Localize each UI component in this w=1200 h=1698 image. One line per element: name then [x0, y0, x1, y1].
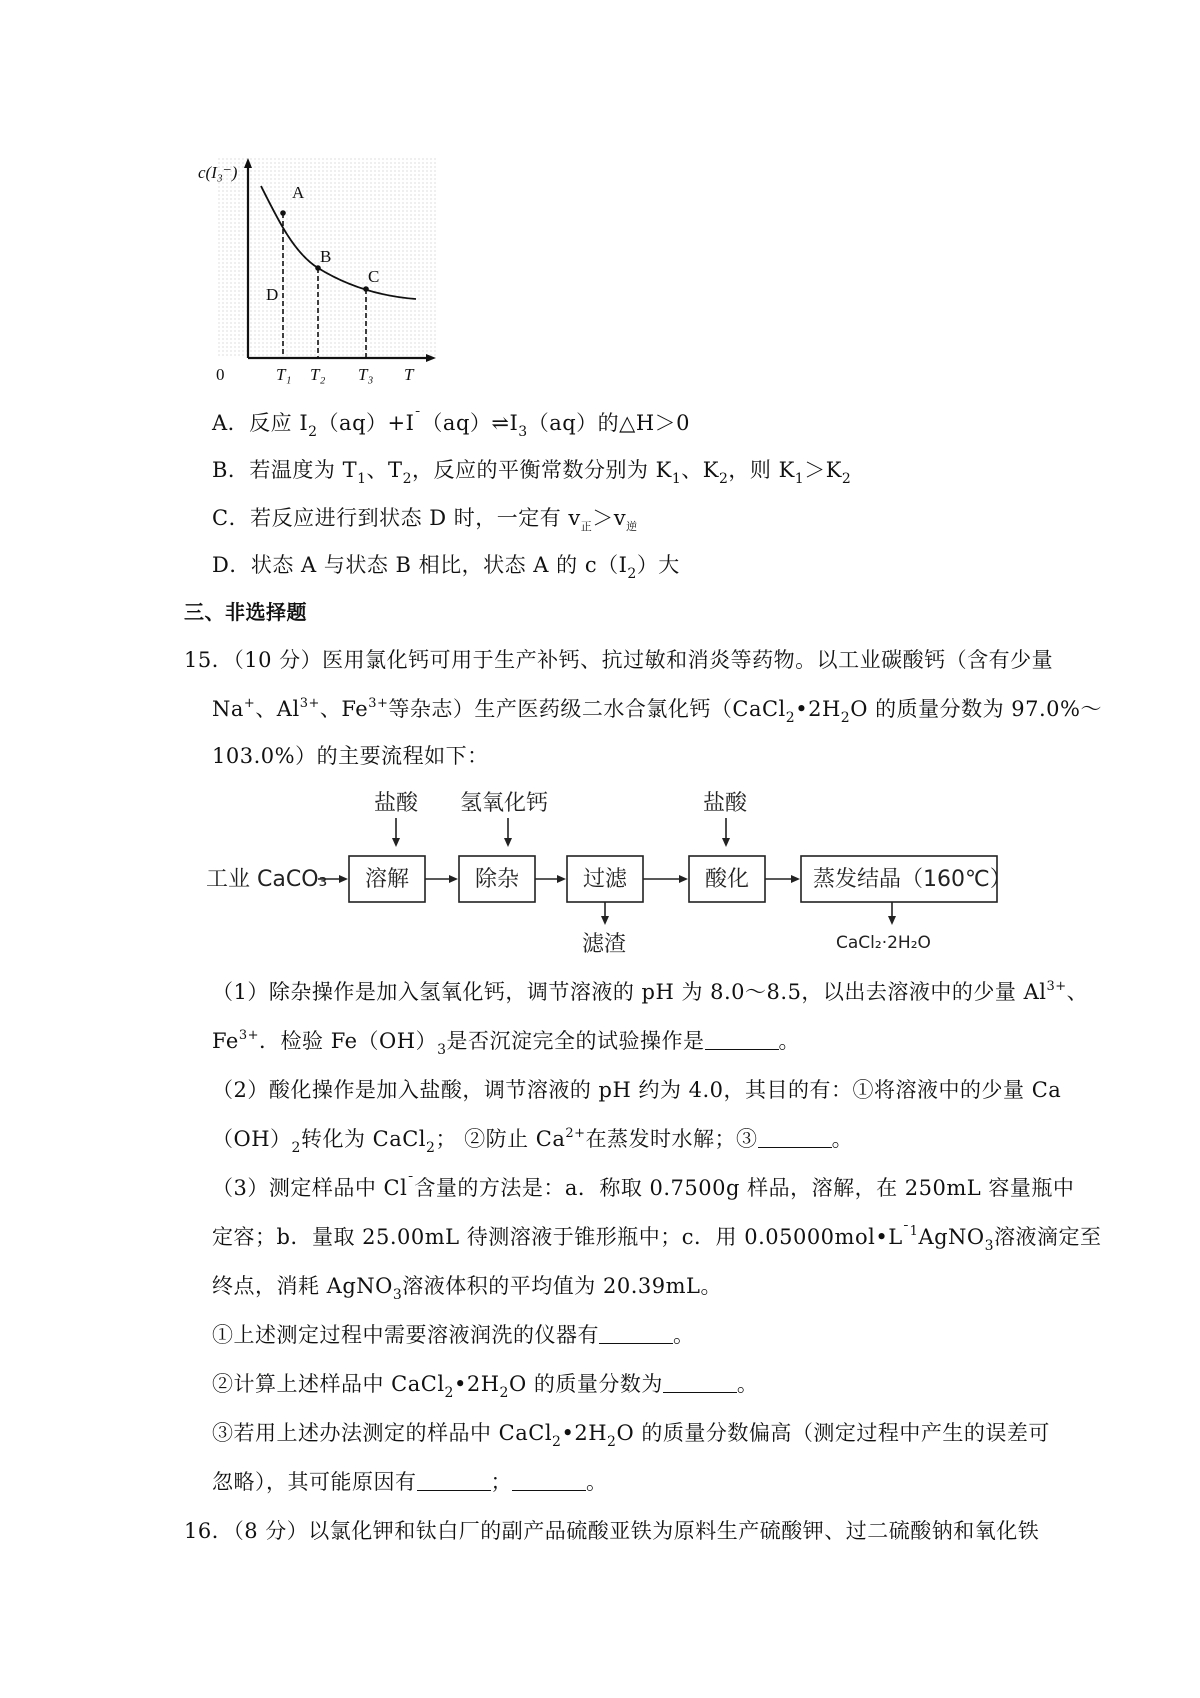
sub3-line-1: [212, 1174, 1074, 1206]
text: 。: [778, 1029, 801, 1053]
superscript: ¯: [414, 410, 422, 425]
text: （3）测定样品中 Cl: [212, 1176, 408, 1200]
answer-blank[interactable]: [512, 1470, 586, 1491]
label-a: A: [292, 183, 305, 202]
q16-line-1: 16．（8 分）以氯化钾和钛白厂的副产品硫酸亚铁为原料生产硫酸钾、过二硫酸钠和氧化铁: [184, 1519, 1040, 1543]
superscript: ¯1: [902, 1224, 919, 1239]
subscript: 3: [984, 1238, 995, 1254]
text: •2H: [795, 697, 841, 721]
step-filter: 过滤: [583, 867, 628, 892]
arrow-head: [722, 838, 730, 847]
step-purify: 除杂: [475, 867, 520, 892]
superscript: ¯: [407, 1175, 415, 1190]
subscript: 2: [308, 424, 318, 440]
x-axis-label: T: [404, 365, 414, 384]
option-d-text: D．状态 A 与状态 B 相比，状态 A 的 c（I: [212, 553, 628, 577]
subscript: 3: [518, 424, 528, 440]
text: 等杂志）生产医药级二水合氯化钙（CaCl: [388, 697, 786, 721]
text: 忽略），其可能原因有: [212, 1470, 417, 1494]
subscript: 2: [718, 471, 729, 487]
option-a-text: A．反应 I: [212, 411, 309, 435]
subscript: 3: [437, 1042, 447, 1058]
sub3-item-3: [212, 1419, 1050, 1450]
text: O 的质量分数为: [508, 1372, 663, 1396]
sub1-line-1: [212, 978, 1088, 1010]
sub3-item-1: [212, 1321, 695, 1349]
final-product: CaCl₂·2H₂O: [836, 933, 931, 953]
subscript: 2: [291, 1140, 301, 1156]
text: 定容；b．量取 25.00mL 待测溶液于锥形瓶中；c．用 0.05000mol•L: [212, 1225, 903, 1249]
text: 在蒸发时水解；③: [585, 1127, 758, 1151]
text: ；: [490, 1470, 512, 1494]
option-b-text: ，反应的平衡常数分别为 K: [411, 458, 672, 482]
subscript: 2: [607, 1434, 617, 1450]
subscript: 3: [392, 1287, 403, 1303]
subscript: 2: [785, 710, 796, 726]
sub2-line-1: （2）酸化操作是加入盐酸，调节溶液的 pH 约为 4.0，其目的有：①将溶液中的少量 Ca: [212, 1078, 1062, 1102]
option-d: [212, 551, 680, 582]
option-d-text: ）大: [636, 553, 680, 577]
answer-blank[interactable]: [758, 1127, 832, 1148]
label-c: C: [368, 267, 380, 286]
text: Fe: [212, 1029, 239, 1053]
input-label-caoh2: 氢氧化钙: [460, 791, 549, 816]
answer-blank[interactable]: [599, 1323, 673, 1344]
text: 。: [736, 1372, 759, 1396]
subscript: 正: [580, 520, 593, 533]
label-b: B: [320, 247, 332, 266]
option-a-text: （aq）⇌I: [421, 411, 519, 435]
text: 、: [1066, 980, 1089, 1004]
tick-t3: T₃: [358, 365, 374, 384]
text: （OH）: [212, 1127, 292, 1151]
filter-residue: 滤渣: [582, 932, 627, 957]
q15-line-3: 103.0%）的主要流程如下：: [212, 744, 489, 768]
option-b-text: 、K: [681, 458, 719, 482]
text: ①上述测定过程中需要溶液润洗的仪器有: [212, 1323, 599, 1347]
tick-t1: T₁: [276, 365, 292, 384]
text: •2H: [561, 1421, 608, 1445]
arrow-head: [449, 875, 458, 883]
subscript: 1: [357, 471, 367, 487]
text: 、Fe: [319, 697, 369, 721]
sub2-line-2: [212, 1125, 853, 1157]
option-a-text: （aq）的△H＞0: [527, 411, 690, 435]
section-heading: 三、非选择题: [184, 600, 307, 624]
option-c-text: C．若反应进行到状态 D 时，一定有 v: [212, 506, 581, 530]
text: ②计算上述样品中 CaCl: [212, 1372, 445, 1396]
text: 。: [831, 1127, 854, 1151]
point-c: [363, 286, 369, 292]
subscript: 逆: [626, 520, 638, 533]
subscript: 2: [444, 1385, 454, 1401]
answer-blank[interactable]: [705, 1029, 779, 1050]
text: ．检验 Fe（OH）: [259, 1029, 438, 1053]
sub1-line-2: [212, 1027, 800, 1059]
text: 转化为 CaCl: [300, 1127, 427, 1151]
superscript: 2+: [565, 1126, 586, 1141]
option-b-text: 、T: [366, 458, 403, 482]
subscript: 2: [426, 1140, 436, 1156]
option-b-text: B．若温度为 T: [212, 458, 358, 482]
superscript: 3+: [368, 696, 389, 711]
concentration-temperature-graph: [198, 158, 436, 386]
input-label-hcl-2: 盐酸: [703, 791, 748, 816]
step-acidify: 酸化: [705, 867, 750, 892]
text: （1）除杂操作是加入氢氧化钙，调节溶液的 pH 为 8.0～8.5，以出去溶液中的少量 Al: [212, 980, 1047, 1004]
arrow-head: [679, 875, 688, 883]
subscript: 2: [841, 471, 852, 487]
sub3-line-3: [212, 1272, 722, 1303]
text: 含量的方法是：a．称取 0.7500g 样品，溶解，在 250mL 容量瓶中: [414, 1176, 1075, 1200]
subscript: 1: [794, 471, 805, 487]
label-d: D: [266, 285, 279, 304]
arrow-head: [339, 875, 348, 883]
arrow-head: [601, 916, 609, 925]
text: 溶液体积的平均值为 20.39mL。: [402, 1274, 722, 1298]
sub3-line-2: [212, 1223, 1102, 1255]
answer-blank[interactable]: [663, 1372, 737, 1393]
text: ； ②防止 Ca: [435, 1127, 566, 1151]
q15-line-1: 15．（10 分）医用氯化钙可用于生产补钙、抗过敏和消炎等药物。以工业碳酸钙（含有少量: [184, 648, 1054, 672]
superscript: 3+: [1046, 979, 1067, 994]
subscript: 1: [671, 471, 682, 487]
q15-line-2: [212, 695, 1102, 727]
text: 终点，消耗 AgNO: [212, 1274, 393, 1298]
origin-label: 0: [216, 365, 225, 384]
tick-t2: T₂: [310, 365, 326, 384]
point-a: [280, 210, 286, 216]
arrow-head: [392, 838, 400, 847]
option-a-text: （aq）+I: [317, 411, 415, 435]
option-c: [212, 504, 638, 536]
subscript: 2: [552, 1434, 562, 1450]
text: O 的质量分数为 97.0%～: [850, 697, 1102, 721]
text: 是否沉淀完全的试验操作是: [446, 1029, 705, 1053]
arrow-head: [557, 875, 566, 883]
text: O 的质量分数偏高（测定过程中产生的误差可: [616, 1421, 1050, 1445]
text: 溶液滴定至: [994, 1225, 1102, 1249]
superscript: +: [243, 696, 256, 711]
text: •2H: [453, 1372, 500, 1396]
arrow-head: [504, 838, 512, 847]
answer-blank[interactable]: [417, 1470, 491, 1491]
option-a: [212, 409, 690, 441]
text: AgNO: [918, 1225, 985, 1249]
sub3-item-2: [212, 1370, 758, 1401]
text: 。: [586, 1470, 608, 1494]
point-b: [315, 265, 321, 271]
superscript: 3+: [299, 696, 320, 711]
sub3-item-3-line-2: [212, 1468, 608, 1496]
arrow-head: [791, 875, 800, 883]
option-b-text: ＞K: [804, 458, 842, 482]
arrow-head: [888, 916, 896, 925]
text: 。: [673, 1323, 695, 1347]
step-evaporate: 蒸发结晶（160℃）: [813, 867, 1012, 892]
step-dissolve: 溶解: [365, 867, 410, 892]
option-b: [212, 456, 851, 487]
text: Na: [212, 697, 244, 721]
option-c-text: ＞v: [592, 506, 627, 530]
process-flow-diagram: [206, 782, 1012, 962]
superscript: 3+: [238, 1028, 260, 1043]
y-axis-label: c(I₃⁻): [198, 163, 238, 182]
text: 、Al: [255, 697, 300, 721]
input-label-hcl-1: 盐酸: [374, 791, 419, 816]
option-b-text: ，则 K: [728, 458, 795, 482]
text: ③若用上述办法测定的样品中 CaCl: [212, 1421, 553, 1445]
subscript: 2: [402, 471, 412, 487]
start-material: 工业 CaCO₃: [206, 867, 328, 892]
subscript: 2: [840, 710, 851, 726]
subscript: 2: [499, 1385, 509, 1401]
subscript: 2: [627, 566, 637, 582]
